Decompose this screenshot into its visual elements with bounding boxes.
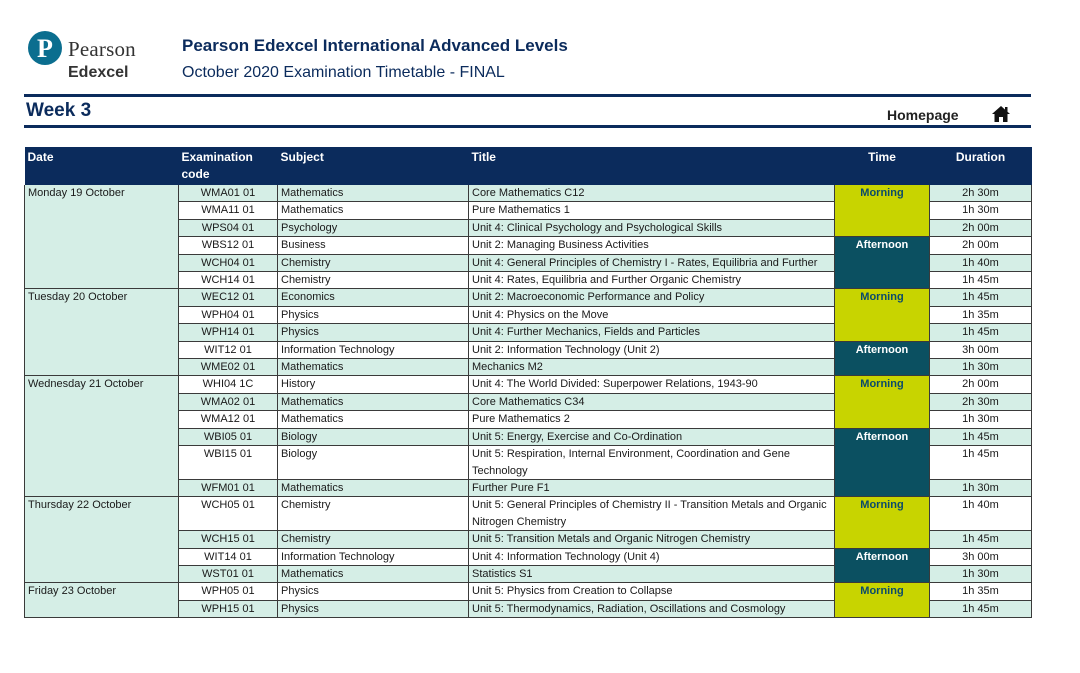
subject-cell: Chemistry xyxy=(278,272,469,289)
exam-code-cell: WHI04 1C xyxy=(179,376,278,393)
date-cell: Thursday 22 October xyxy=(25,497,179,583)
exam-code-cell: WPH05 01 xyxy=(179,583,278,600)
date-cell: Tuesday 20 October xyxy=(25,289,179,376)
afternoon-session-cell: Afternoon xyxy=(835,237,930,289)
morning-session-cell: Morning xyxy=(835,497,930,548)
title-cell: Unit 5: General Principles of Chemistry II - Transition Metals and Organic Nitrogen Chemistry xyxy=(469,497,835,531)
duration-cell: 3h 00m xyxy=(930,341,1032,358)
duration-cell: 1h 45m xyxy=(930,531,1032,548)
duration-cell: 2h 30m xyxy=(930,185,1032,202)
exam-code-cell: WIT12 01 xyxy=(179,341,278,358)
exam-code-cell: WMA02 01 xyxy=(179,393,278,410)
exam-code-cell: WCH15 01 xyxy=(179,531,278,548)
column-header-subject: Subject xyxy=(278,147,469,185)
title-cell: Unit 5: Respiration, Internal Environment, Coordination and Gene Technology xyxy=(469,446,835,480)
duration-cell: 1h 30m xyxy=(930,411,1032,428)
duration-cell: 1h 30m xyxy=(930,202,1032,219)
pearson-logo xyxy=(28,31,148,81)
duration-cell: 1h 45m xyxy=(930,428,1032,445)
subject-cell: History xyxy=(278,376,469,393)
duration-cell: 2h 00m xyxy=(930,376,1032,393)
date-cell: Monday 19 October xyxy=(25,185,179,289)
duration-cell: 2h 00m xyxy=(930,237,1032,254)
exam-code-cell: WBI15 01 xyxy=(179,446,278,480)
morning-session-cell: Morning xyxy=(835,583,930,618)
subject-cell: Business xyxy=(278,237,469,254)
subject-cell: Mathematics xyxy=(278,185,469,202)
title-cell: Unit 4: Rates, Equilibria and Further Organic Chemistry xyxy=(469,272,835,289)
subject-cell: Chemistry xyxy=(278,531,469,548)
table-row xyxy=(25,185,1032,202)
subject-cell: Chemistry xyxy=(278,254,469,271)
column-header-date: Date xyxy=(25,147,179,185)
subject-cell: Information Technology xyxy=(278,341,469,358)
title-cell: Unit 5: Thermodynamics, Radiation, Oscillations and Cosmology xyxy=(469,600,835,617)
title-cell: Further Pure F1 xyxy=(469,479,835,496)
table-row xyxy=(25,497,1032,531)
logo-sub: Edexcel xyxy=(68,64,129,81)
title-cell: Unit 4: Information Technology (Unit 4) xyxy=(469,548,835,565)
exam-timetable xyxy=(24,147,1032,618)
title-cell: Unit 4: The World Divided: Superpower Relations, 1943-90 xyxy=(469,376,835,393)
exam-code-cell: WMA11 01 xyxy=(179,202,278,219)
exam-code-cell: WCH14 01 xyxy=(179,272,278,289)
timetable-body xyxy=(25,185,1032,618)
title-cell: Unit 5: Physics from Creation to Collapse xyxy=(469,583,835,600)
subject-cell: Biology xyxy=(278,428,469,445)
title-cell: Pure Mathematics 2 xyxy=(469,411,835,428)
duration-cell: 3h 00m xyxy=(930,548,1032,565)
subject-cell: Information Technology xyxy=(278,548,469,565)
table-row xyxy=(25,583,1032,600)
duration-cell: 1h 45m xyxy=(930,446,1032,480)
table-row xyxy=(25,376,1032,393)
subject-cell: Psychology xyxy=(278,219,469,236)
exam-code-cell: WMA01 01 xyxy=(179,185,278,202)
home-icon[interactable] xyxy=(991,105,1011,123)
duration-cell: 1h 35m xyxy=(930,583,1032,600)
exam-code-cell: WPH14 01 xyxy=(179,324,278,341)
duration-cell: 1h 30m xyxy=(930,565,1032,582)
title-cell: Pure Mathematics 1 xyxy=(469,202,835,219)
exam-code-cell: WME02 01 xyxy=(179,359,278,376)
duration-cell: 1h 30m xyxy=(930,359,1032,376)
afternoon-session-cell: Afternoon xyxy=(835,548,930,583)
exam-code-cell: WFM01 01 xyxy=(179,479,278,496)
week-title: Week 3 xyxy=(26,100,92,121)
title-cell: Unit 2: Information Technology (Unit 2) xyxy=(469,341,835,358)
subject-cell: Mathematics xyxy=(278,393,469,410)
exam-code-cell: WPS04 01 xyxy=(179,219,278,236)
exam-code-cell: WIT14 01 xyxy=(179,548,278,565)
duration-cell: 2h 30m xyxy=(930,393,1032,410)
title-cell: Unit 4: General Principles of Chemistry I - Rates, Equilibria and Further xyxy=(469,254,835,271)
title-cell: Unit 4: Clinical Psychology and Psychological Skills xyxy=(469,219,835,236)
pearson-p-icon xyxy=(28,31,62,65)
exam-code-cell: WCH04 01 xyxy=(179,254,278,271)
duration-cell: 1h 35m xyxy=(930,306,1032,323)
duration-cell: 1h 40m xyxy=(930,254,1032,271)
column-header-code: Examination code xyxy=(179,147,278,185)
subject-cell: Physics xyxy=(278,583,469,600)
subject-cell: Mathematics xyxy=(278,565,469,582)
afternoon-session-cell: Afternoon xyxy=(835,428,930,497)
header-rule-top xyxy=(24,94,1031,97)
duration-cell: 1h 45m xyxy=(930,600,1032,617)
logo-name: Pearson xyxy=(68,37,136,61)
exam-code-cell: WBS12 01 xyxy=(179,237,278,254)
column-header-duration: Duration xyxy=(930,147,1032,185)
exam-code-cell: WPH15 01 xyxy=(179,600,278,617)
date-cell: Wednesday 21 October xyxy=(25,376,179,497)
exam-code-cell: WST01 01 xyxy=(179,565,278,582)
subject-cell: Physics xyxy=(278,600,469,617)
title-cell: Mechanics M2 xyxy=(469,359,835,376)
duration-cell: 1h 40m xyxy=(930,497,1032,531)
afternoon-session-cell: Afternoon xyxy=(835,341,930,376)
duration-cell: 1h 30m xyxy=(930,479,1032,496)
title-cell: Core Mathematics C12 xyxy=(469,185,835,202)
exam-code-cell: WBI05 01 xyxy=(179,428,278,445)
duration-cell: 1h 45m xyxy=(930,324,1032,341)
exam-code-cell: WMA12 01 xyxy=(179,411,278,428)
subject-cell: Physics xyxy=(278,324,469,341)
duration-cell: 1h 45m xyxy=(930,289,1032,306)
morning-session-cell: Morning xyxy=(835,376,930,428)
title-cell: Unit 5: Energy, Exercise and Co-Ordination xyxy=(469,428,835,445)
table-header-row xyxy=(25,147,1032,185)
exam-code-cell: WPH04 01 xyxy=(179,306,278,323)
document-title: Pearson Edexcel International Advanced Levels xyxy=(182,36,568,55)
title-cell: Unit 5: Transition Metals and Organic Nitrogen Chemistry xyxy=(469,531,835,548)
document-subtitle: October 2020 Examination Timetable - FINAL xyxy=(182,64,505,81)
svg-text:P: P xyxy=(37,34,53,63)
title-cell: Unit 2: Macroeconomic Performance and Policy xyxy=(469,289,835,306)
subject-cell: Mathematics xyxy=(278,479,469,496)
duration-cell: 2h 00m xyxy=(930,219,1032,236)
exam-code-cell: WCH05 01 xyxy=(179,497,278,531)
subject-cell: Biology xyxy=(278,446,469,480)
exam-code-cell: WEC12 01 xyxy=(179,289,278,306)
homepage-link[interactable]: Homepage xyxy=(887,107,959,123)
duration-cell: 1h 45m xyxy=(930,272,1032,289)
morning-session-cell: Morning xyxy=(835,185,930,237)
subject-cell: Economics xyxy=(278,289,469,306)
subject-cell: Mathematics xyxy=(278,359,469,376)
date-cell: Friday 23 October xyxy=(25,583,179,618)
column-header-title: Title xyxy=(469,147,835,185)
table-row xyxy=(25,289,1032,306)
title-cell: Statistics S1 xyxy=(469,565,835,582)
title-cell: Unit 4: Further Mechanics, Fields and Particles xyxy=(469,324,835,341)
subject-cell: Mathematics xyxy=(278,202,469,219)
subject-cell: Physics xyxy=(278,306,469,323)
title-cell: Core Mathematics C34 xyxy=(469,393,835,410)
column-header-time: Time xyxy=(835,147,930,185)
subject-cell: Mathematics xyxy=(278,411,469,428)
morning-session-cell: Morning xyxy=(835,289,930,341)
header-rule-bottom xyxy=(24,125,1031,128)
title-cell: Unit 4: Physics on the Move xyxy=(469,306,835,323)
subject-cell: Chemistry xyxy=(278,497,469,531)
title-cell: Unit 2: Managing Business Activities xyxy=(469,237,835,254)
